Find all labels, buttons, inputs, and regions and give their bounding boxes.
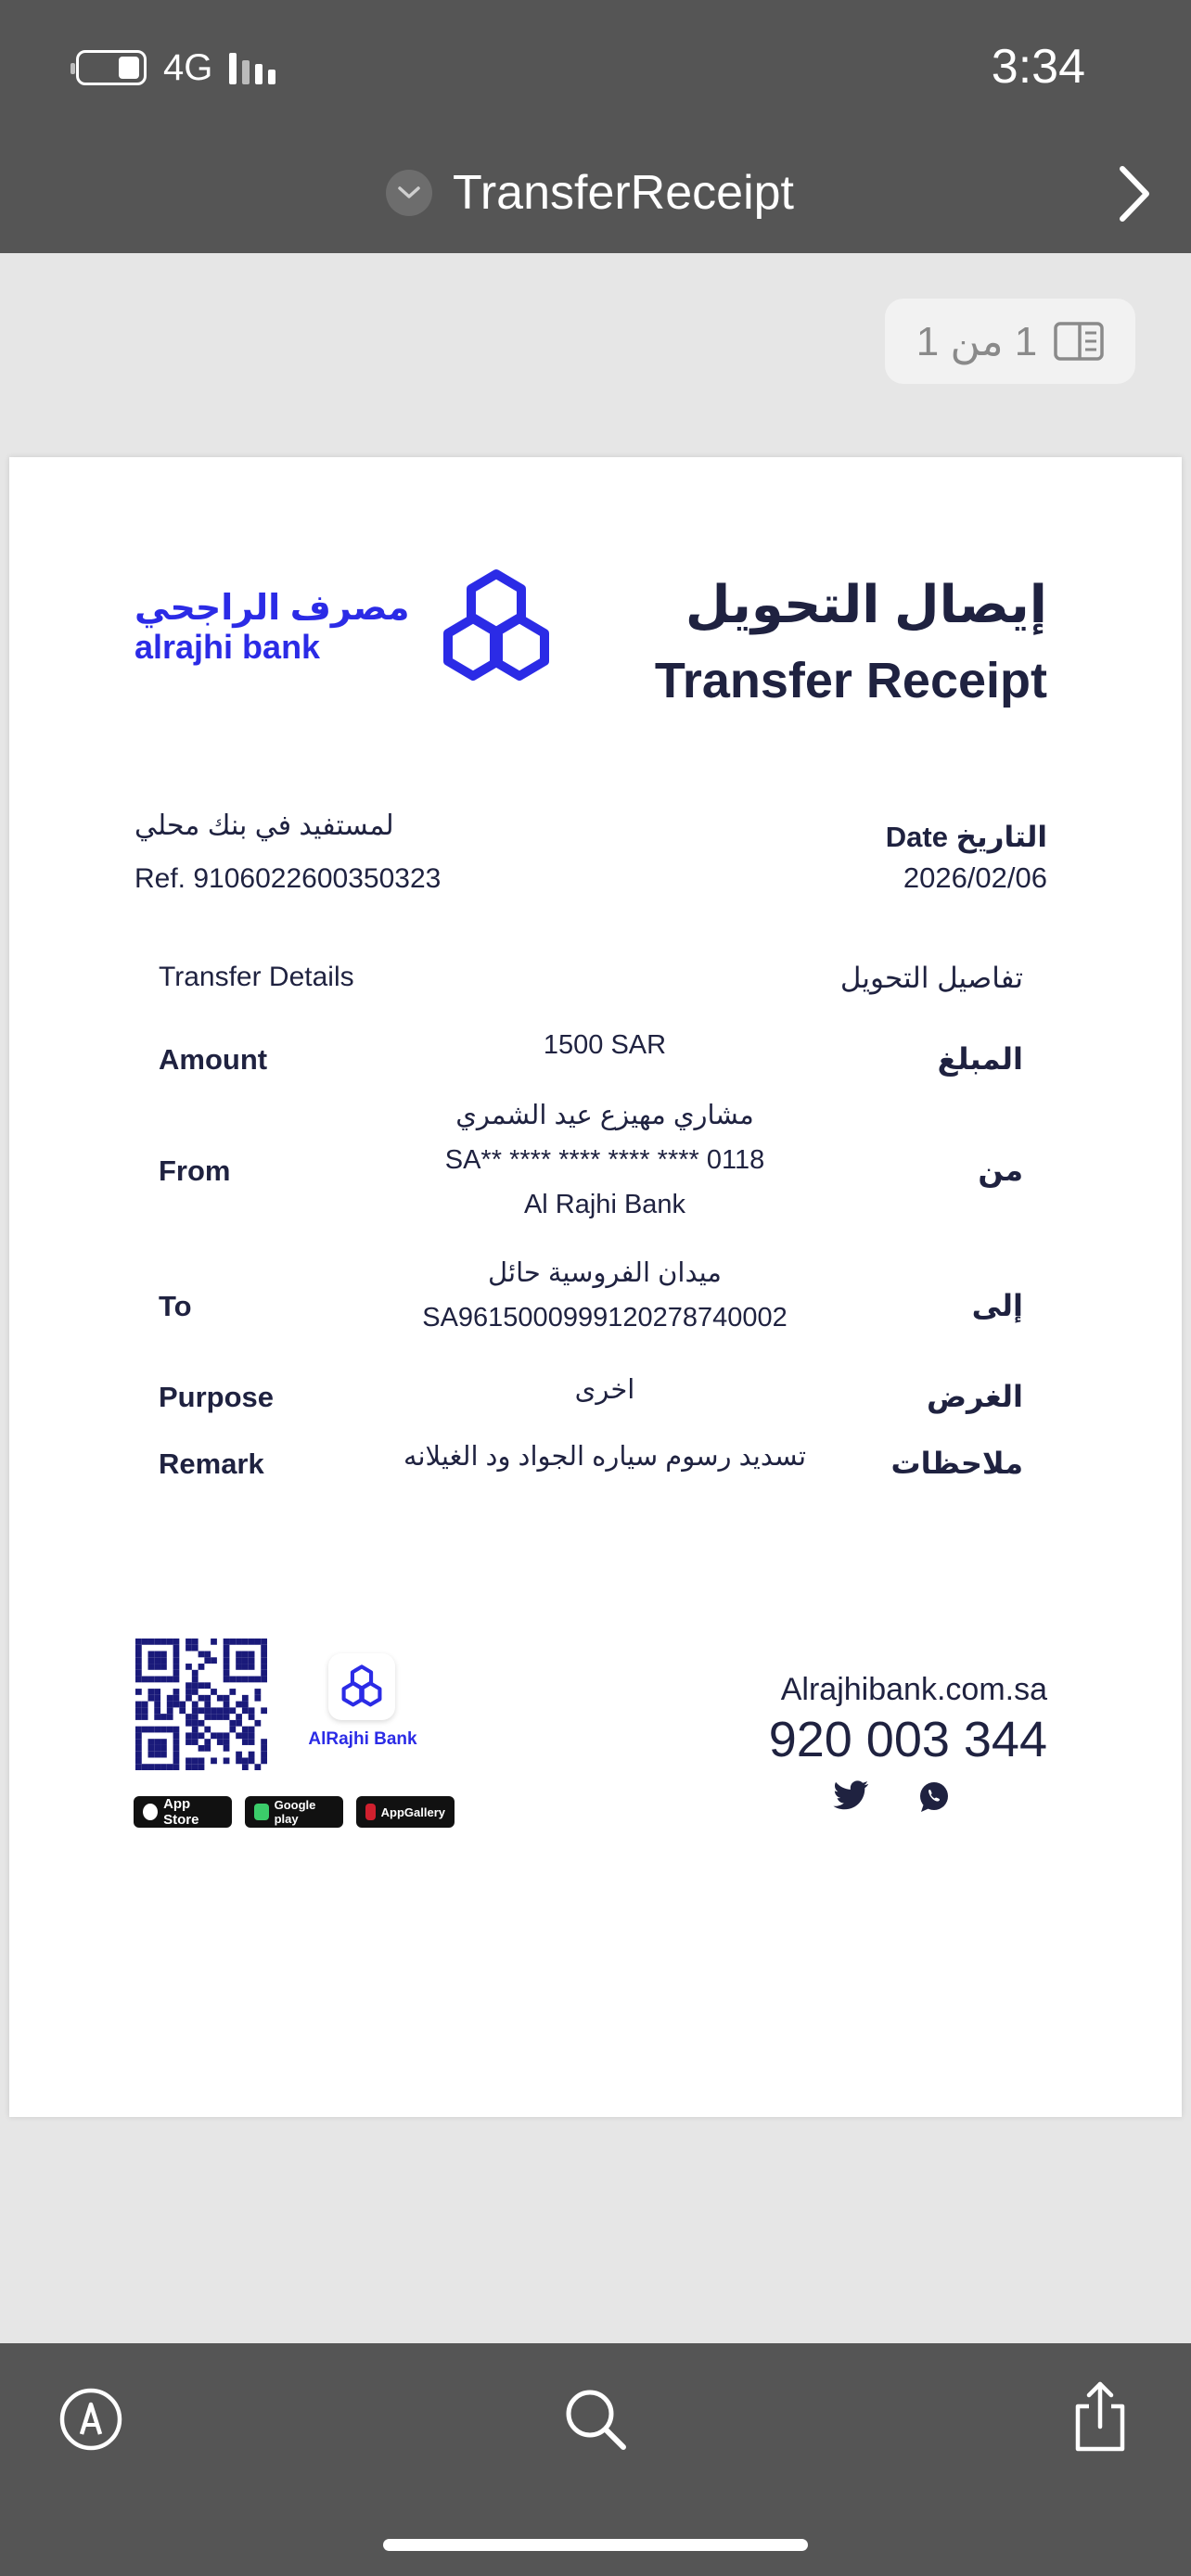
amount-value [399, 1023, 811, 1067]
bank-website: Alrajhibank.com.sa [780, 1672, 1047, 1707]
title-bar [0, 156, 1191, 230]
whatsapp-icon[interactable] [916, 1779, 952, 1815]
to-value [399, 1251, 811, 1340]
to-label-ar: إلى [971, 1289, 1023, 1322]
alrajhi-app-icon [339, 1664, 385, 1709]
logo-text-ar: مصرف الراجحي [134, 589, 410, 629]
google-play-label: Google play [274, 1798, 316, 1826]
store-badges [134, 1796, 455, 1828]
logo-text-en: alrajhi bank [134, 628, 321, 667]
amount-value-line: 1500 SAR [543, 1030, 667, 1060]
home-indicator[interactable] [383, 2539, 808, 2551]
from-account: SA** **** **** **** **** 0118 [444, 1145, 765, 1175]
alrajhi-logo-icon [434, 568, 558, 687]
from-value [399, 1093, 811, 1227]
app-store-label: App Store [163, 1796, 199, 1828]
appgallery-badge[interactable] [356, 1796, 455, 1828]
purpose-label-ar: الغرض [927, 1380, 1023, 1413]
qr-code [135, 1639, 267, 1770]
twitter-icon[interactable] [833, 1779, 870, 1813]
from-name: مشاري مهيزع عيد الشمري [455, 1101, 754, 1130]
to-name: ميدان الفروسية حائل [488, 1258, 722, 1288]
remark-label-ar: ملاحظات [890, 1447, 1023, 1480]
amount-label-ar: المبلغ [937, 1042, 1023, 1076]
app-store-badge[interactable] [134, 1796, 232, 1828]
amount-label-en: Amount [159, 1043, 268, 1076]
huawei-icon [365, 1804, 376, 1820]
beneficiary-type: لمستفيد في بنك محلي [134, 810, 394, 841]
app-logo [328, 1653, 395, 1720]
google-play-icon [254, 1804, 269, 1820]
from-label-ar: من [978, 1154, 1023, 1187]
from-label-en: From [159, 1154, 231, 1187]
purpose-label-en: Purpose [159, 1381, 275, 1413]
appgallery-label: AppGallery [380, 1804, 445, 1819]
remark-value [399, 1435, 811, 1479]
purpose-value-line: اخرى [574, 1375, 635, 1405]
date-label: Date التاريخ [885, 821, 1047, 853]
remark-label-en: Remark [159, 1447, 264, 1480]
receipt-page [9, 457, 1182, 2117]
signal-icon [229, 51, 275, 84]
network-label: 4G [163, 46, 213, 88]
document-title[interactable]: TransferReceipt [453, 166, 794, 220]
date-value: 2026/02/06 [903, 861, 1047, 894]
bank-logo [134, 568, 558, 687]
purpose-value [399, 1368, 811, 1412]
page-indicator[interactable] [885, 299, 1135, 384]
bank-phone: 920 003 344 [768, 1712, 1047, 1767]
reference-number: Ref. 9106022600350323 [134, 863, 442, 894]
details-header-en: Transfer Details [159, 962, 354, 992]
share-icon[interactable] [1067, 2380, 1133, 2455]
from-bank: Al Rajhi Bank [523, 1190, 686, 1219]
chevron-down-icon[interactable] [386, 170, 432, 216]
receipt-title-en: Transfer Receipt [654, 653, 1047, 708]
battery-icon [76, 50, 147, 85]
status-time: 3:34 [991, 40, 1085, 94]
markup-icon[interactable] [58, 2386, 124, 2453]
remark-value-line: تسديد رسوم سياره الجواد ود الغيلانه [403, 1442, 807, 1472]
to-label-en: To [159, 1290, 192, 1322]
document-title-menu[interactable] [386, 165, 794, 221]
apple-icon [143, 1804, 158, 1820]
social-icons [833, 1779, 952, 1815]
page-indicator-text: 1 من 1 [916, 318, 1038, 364]
details-header-ar: تفاصيل التحويل [839, 962, 1023, 994]
app-logo-label: AlRajhi Bank [308, 1729, 417, 1749]
chevron-right-icon[interactable] [1113, 161, 1156, 226]
to-iban: SA9615000999120278740002 [422, 1303, 788, 1333]
status-left [76, 45, 275, 91]
top-bar [0, 0, 1191, 253]
google-play-badge[interactable] [245, 1796, 343, 1828]
search-icon[interactable] [562, 2386, 629, 2453]
sidebar-icon [1054, 322, 1104, 361]
receipt-title-ar: إيصال التحويل [685, 575, 1047, 633]
